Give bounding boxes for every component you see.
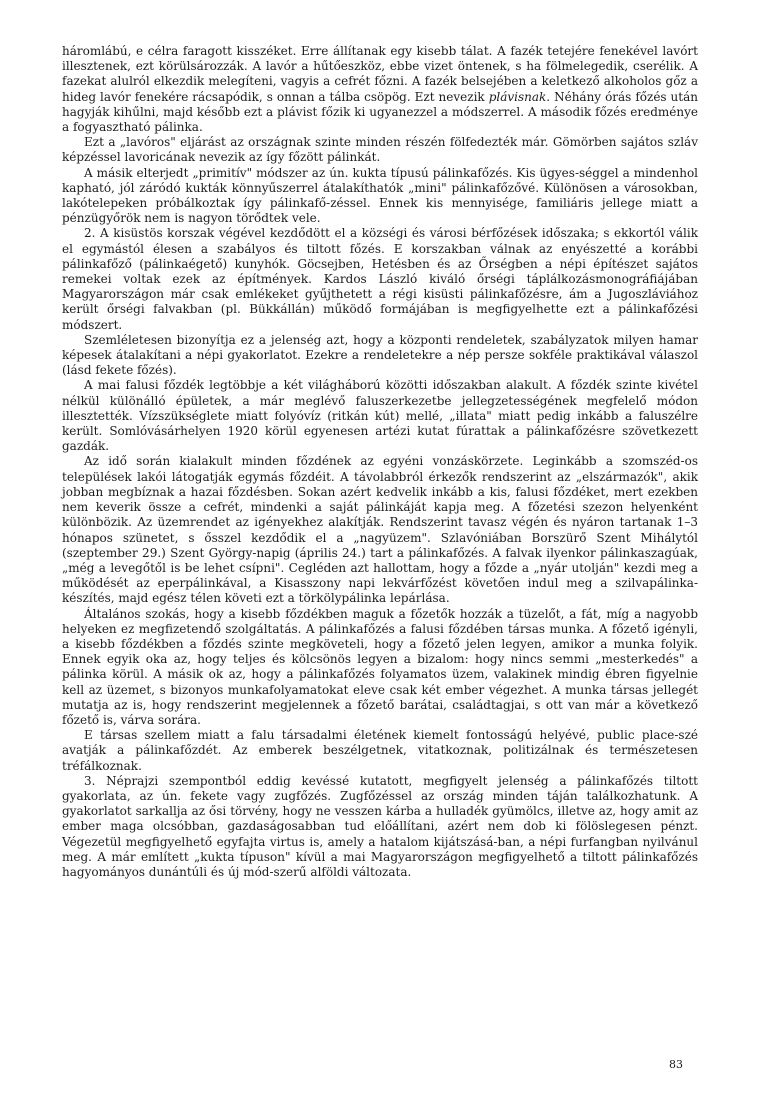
paragraph-3: A másik elterjedt „primitív" módszer az ún. kukta típusú pálinkafőzés. Kis ügyes-séggel a mindenhol kapható, jól záródó kukták könnyűszerrel átalakíthatók „mini" pálinkafőzővé. Különösen a városokban, lakótelepeken próbálkoztak így pálinkafő-zéssel. Ennek kis mennyisége, familiáris jellege miatt a pénzügyőrök nem is nagyon törődtek vele. xyxy=(62,165,698,226)
paragraph-2: Ezt a „lavóros" eljárást az országnak szinte minden részén fölfedezték már. Gömörben sajátos szláv képzéssel lavoricának nevezik az így főzött pálinkát. xyxy=(62,135,698,165)
paragraph-7: Az idő során kialakult minden főzdének az egyéni vonzáskörzete. Leginkább a szomszéd-os települések lakói látogatják egymás főzdéit. A távolabbról érkezők rendszerint az „elszármazók", akik jobban megbíznak a hazai főzdésben. Sokan azért kedvelik inkább a kis, falusi főzdéket, mert ezekben nem keverik össze a cefrét, mindenki a saját pálinkáját kapja meg. A főzetési szezon helyenként különbözik. Az üzemrendet az igényekhez alakítják. Rendszerint tavasz végén és nyáron tartanak 1–3 hónapos szünetet, s ősszel kezdődik el a „nagyüzem". Szlavóniában Borszürő Szent Mihálytól (szeptember 29.) Szent György-napig (április 24.) tart a pálinkafőzés. A falvak ilyenkor pálinkaszagúak, „még a levegőtől is be lehet csípni". Cegléden azt hallottam, hogy a főzde a „nyár utolján" kezdi meg a működését az eperpálinkával, a Kisasszony napi lekvárfőzést követően indul meg a szilvapálinka-készítés, majd egész télen követi ezt a törkölypálinka lepárlása. xyxy=(62,454,698,606)
paragraph-5: Szemléletesen bizonyítja ez a jelenség azt, hogy a központi rendeletek, szabályzatok milyen hamar képesek átalakítani a népi gyakorlatot. Ezekre a rendeletekre a nép persze sokféle praktikával válaszol (lásd fekete főzés). xyxy=(62,332,698,378)
paragraph-1-text-a: háromlábú, e célra faragott kisszéket. Erre állítanak egy kisebb tálat. A fazék tetejére fenekével lavórt illesztenek, ezt körülsározzák. A lavór a hűtőeszköz, ebbe vizet öntenek, s ha fölmelegedik, cserélik. A fazekat alulról elkezdik melegíteni, vagyis a cefrét főzni. A fazék belsejében a keletkező alkoholos gőz a hideg lavór fenekére rácsapódik, s onnan a tálba csöpög. Ezt nevezik xyxy=(62,44,698,104)
paragraph-4: 2. A kisüstös korszak végével kezdődött el a községi és városi bérfőzések időszaka; s ekkortól válik el egymástól élesen a szabályos és tiltott főzés. E korszakban válnak az enyészetté a korábbi pálinkafőző (pálinkaégető) kunyhók. Göcsejben, Hetésben és az Őrségben a népi építészet sajátos remekei voltak ezek az építmények. Kardos László kiváló őrségi táplálkozásmonográfiájában Magyarországon már csak emlékeket gyűjthetett a régi kisüsti pálinkafőzésre, ám a Jugoszláviához került őrségi falvakban (pl. Bükkállán) működő formájában is megfigyelhette ezt a pálinkafőzési módszert. xyxy=(62,226,698,332)
paragraph-10: 3. Néprajzi szempontból eddig kevéssé kutatott, megfigyelt jelenség a pálinkafőzés tiltott gyakorlata, az ún. fekete vagy zugfőzés. Zugfőzéssel az ország minden táján találkozhatunk. A gyakorlatot sarkallja az ősi törvény, hogy ne vesszen kárba a hulladék gyümölcs, illetve az, hogy amit az ember maga olcsóbban, gazdaságosabban tud előállítani, azért nem dob ki fölöslegesen pénzt. Végezetül megfigyelhető egyfajta virtus is, amely a hatalom kijátszásá-ban, a népi furfangban nyilvánul meg. A már említett „kukta típuson" kívül a mai Magyarországon megfigyelhető a tiltott pálinkafőzés hagyományos dunántúli és új mód-szerű alföldi változata. xyxy=(62,773,698,879)
page-number: 83 xyxy=(669,1058,683,1071)
paragraph-8: Általános szokás, hogy a kisebb főzdékben maguk a főzetők hozzák a tüzelőt, a fát, míg a nagyobb helyeken ez megfizetendő szolgáltatás. A pálinkafőzés a falusi főzdében társas munka. A főzető igényli, a kisebb főzdékben a főzdés szinte megköveteli, hogy a főzető jelen legyen, amikor a munka folyik. Ennek egyik oka az, hogy teljes és kölcsönös legyen a bizalom: hogy nincs semmi „mesterkedés" a pálinka körül. A másik ok az, hogy a pálinkafőzés folyamatos üzem, valakinek mindig ébren figyelnie kell az üzemet, s bizonyos munkafolyamatokat eleve csak két ember végezhet. A munka társas jellegét mutatja az is, hogy rendszerint megjelennek a főzető barátai, családtagjai, s ott van már a következő főzető is, várva sorára. xyxy=(62,606,698,727)
plavis-term: plávisnak xyxy=(488,89,547,104)
paragraph-6: A mai falusi főzdék legtöbbje a két világháború közötti időszakban alakult. A főzdék szinte kivétel nélkül különálló épületek, a már meglévő faluszerkezetbe jellegzetességének megfelelő módon illesztették. Vízszükséglete miatt folyóvíz (ritkán kút) mellé, „illata" miatt pedig inkább a faluszélre került. Somlóvásárhelyen 1920 körül egyenesen artézi kutat fúrattak a pálinkafőzésre szövetkezett gazdák. xyxy=(62,378,698,454)
paragraph-1 xyxy=(62,44,698,135)
paragraph-1-text-b: . Néhány órás főzés után hagyják kihűlni, majd később ezt a plávist főzik ki ugyanezzel a módszerrel. A második főzés eredménye a fogyasztható pálinka. xyxy=(62,89,698,135)
page-body xyxy=(62,44,698,880)
paragraph-9: E társas szellem miatt a falu társadalmi életének kiemelt fontosságú helyévé, public place-szé avatják a pálinkafőzdét. Az emberek beszélgetnek, vitatkoznak, politizálnak és természetesen tréfálkoznak. xyxy=(62,728,698,773)
